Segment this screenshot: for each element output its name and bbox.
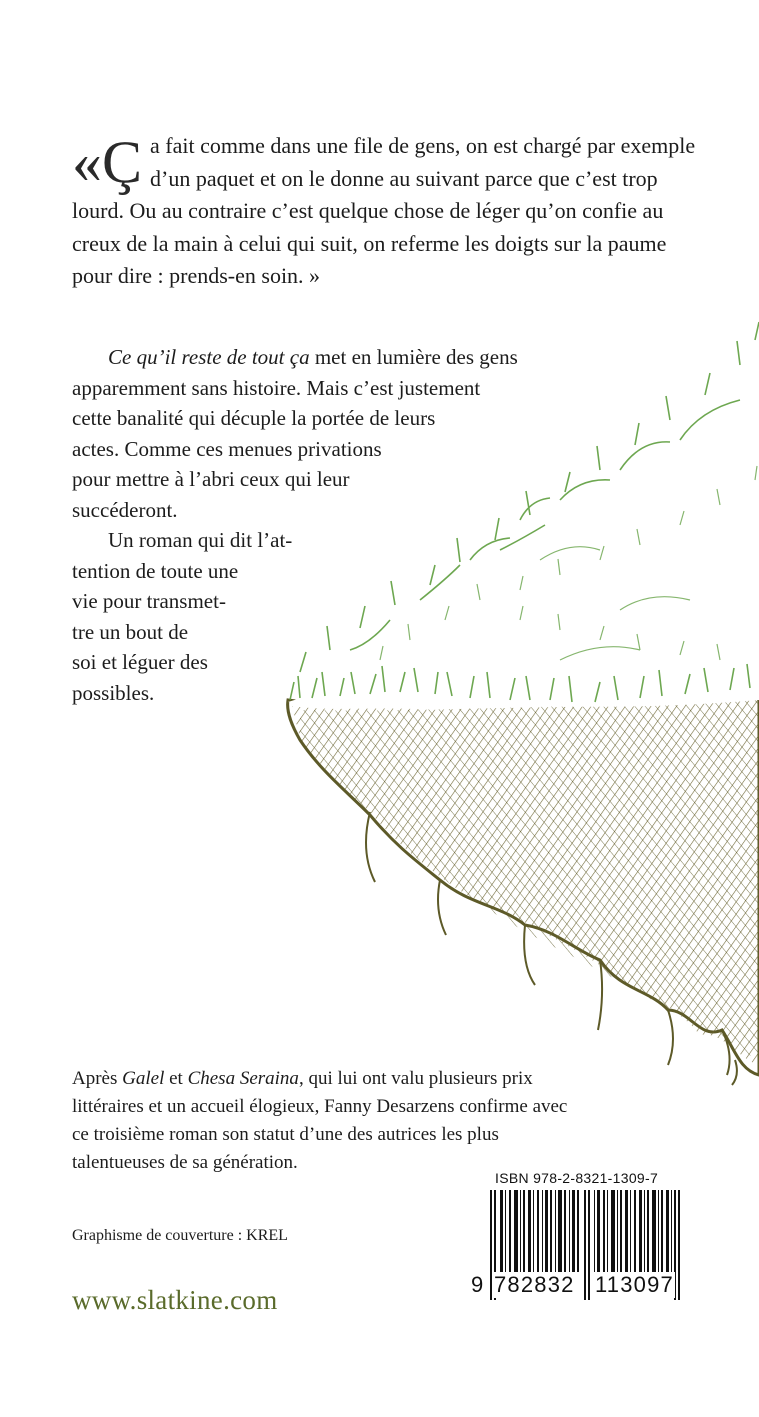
blurb-line [72, 342, 632, 373]
book-title: Ce qu’il reste de tout ça [108, 345, 310, 369]
blurb-line: tre un bout de [72, 619, 189, 644]
blurb-line: Un roman qui dit l’at- [108, 528, 293, 552]
quote-text: a fait comme dans une file de gens, on est chargé par exemple d’un paquet et on le donne au suivant parce que c’est trop lourd. Ou au contraire c’est quelque chose de léger qu’on confie au creux de la main à celui qui suit, on referme les doigts sur la paume pour dire : prends-en soin. » [72, 133, 696, 288]
blurb-line: cette banalité qui décuple la portée de leurs [72, 406, 436, 430]
blurb-line: succéderont. [72, 497, 178, 522]
about-text: , qui lui ont valu plusieurs prix [298, 1068, 533, 1089]
about-line: littéraires et un accueil élogieux, Fanny Desarzens confirme avec [72, 1096, 568, 1117]
book-blurb [72, 342, 632, 708]
barcode-digit-first: 9 [471, 1272, 484, 1297]
quote-dropcap: «Ç [72, 129, 143, 195]
blurb-line: vie pour transmet- [72, 589, 226, 613]
book-title-chesa-seraina: Chesa Seraina [187, 1068, 299, 1089]
blurb-line-text: met en lumière des gens [309, 345, 518, 369]
book-title-galel: Galel [122, 1068, 165, 1089]
author-note [72, 1065, 708, 1177]
blurb-line: pour mettre à l’abri ceux qui leur [72, 467, 350, 491]
cover-design-credit: Graphisme de couverture : KREL [72, 1227, 288, 1244]
barcode-digits-right: 113097 [595, 1272, 674, 1297]
publisher-website-link[interactable]: www.slatkine.com [72, 1285, 278, 1315]
about-line: talentueuses de sa génération. [72, 1152, 298, 1173]
about-text: Après [72, 1068, 123, 1089]
about-line: ce troisième roman son statut d’une des autrices les plus [72, 1124, 499, 1145]
blurb-line: possibles. [72, 680, 155, 705]
about-line [72, 1065, 708, 1093]
isbn-label: ISBN 978-2-8321-1309-7 [495, 1170, 659, 1186]
about-text: et [164, 1068, 188, 1089]
opening-quote [72, 130, 712, 293]
barcode-digits-left: 782832 [494, 1272, 575, 1297]
blurb-line: tention de toute une [72, 558, 239, 583]
blurb-line: soi et léguer des [72, 650, 208, 674]
blurb-line: actes. Comme ces menues privations [72, 436, 382, 461]
blurb-line: apparemment sans histoire. Mais c’est justement [72, 375, 481, 400]
